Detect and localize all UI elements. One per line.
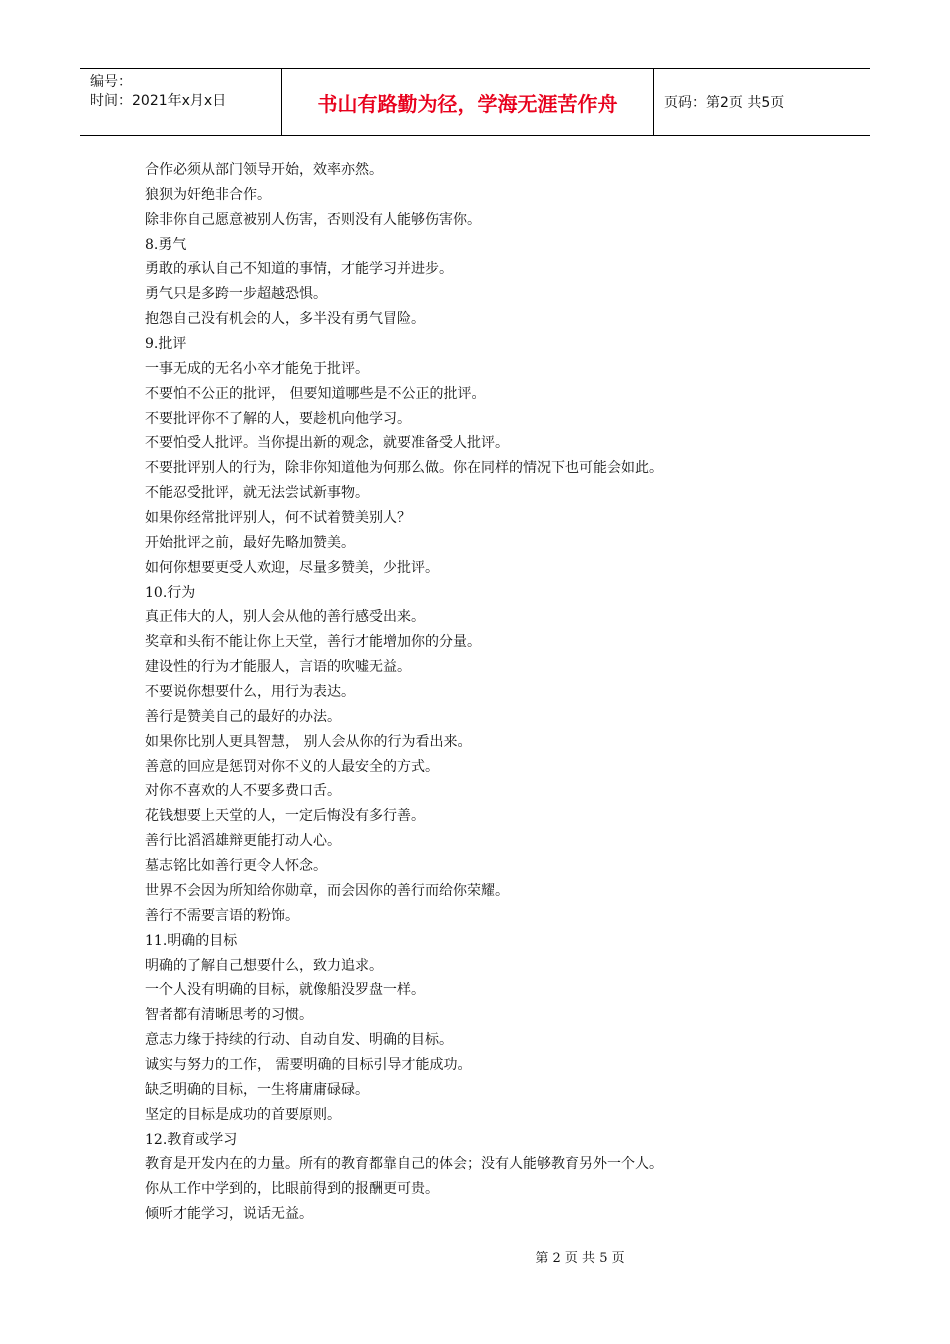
document-body [145, 158, 825, 1227]
text-line: 善行比滔滔雄辩更能打动人心。 [145, 833, 341, 850]
text-line: 除非你自己愿意被别人伤害，否则没有人能够伤害你。 [145, 211, 481, 228]
text-line: 不能忍受批评，就无法尝试新事物。 [145, 485, 369, 502]
header-page-info: 页码：第2页 共5页 [664, 95, 785, 111]
document-number-label: 编号： [90, 74, 132, 90]
text-line: 世界不会因为所知给你勋章，而会因你的善行而给你荣耀。 [145, 882, 509, 899]
text-line: 开始批评之前，最好先略加赞美。 [145, 534, 355, 551]
text-line: 诚实与努力的工作， 需要明确的目标引导才能成功。 [145, 1056, 472, 1073]
text-line: 教育是开发内在的力量。所有的教育都靠自己的体会；没有人能够教育另外一个人。 [145, 1156, 663, 1173]
text-line: 10.行为 [145, 584, 196, 601]
text-line: 不要批评你不了解的人，要趁机向他学习。 [145, 410, 411, 427]
text-line: 坚定的目标是成功的首要原则。 [145, 1106, 341, 1123]
text-line: 不要怕不公正的批评， 但要知道哪些是不公正的批评。 [145, 385, 486, 402]
text-line: 狼狈为奸绝非合作。 [145, 186, 271, 203]
text-line: 善行不需要言语的粉饰。 [145, 907, 299, 924]
text-line: 合作必须从部门领导开始，效率亦然。 [145, 162, 383, 178]
text-line: 真正伟大的人，别人会从他的善行感受出来。 [145, 609, 425, 626]
text-line: 不要批评别人的行为，除非你知道他为何那么做。你在同样的情况下也可能会如此。 [145, 460, 663, 477]
header-meta [80, 69, 282, 135]
text-line: 如果你经常批评别人，何不试着赞美别人？ [145, 510, 411, 527]
page-header [80, 68, 870, 136]
text-line: 8.勇气 [145, 236, 187, 253]
text-line: 善意的回应是惩罚对你不义的人最安全的方式。 [145, 758, 439, 775]
text-line: 11.明确的目标 [145, 932, 238, 949]
text-line: 缺乏明确的目标，一生将庸庸碌碌。 [145, 1081, 369, 1098]
text-line: 墓志铭比如善行更令人怀念。 [145, 858, 327, 875]
text-line: 一事无成的无名小卒才能免于批评。 [145, 360, 369, 377]
page-footer: 第 2 页 共 5 页 [535, 1251, 625, 1266]
text-line: 一个人没有明确的目标，就像船没罗盘一样。 [145, 982, 425, 999]
text-line: 12.教育或学习 [145, 1131, 238, 1148]
text-line: 意志力缘于持续的行动、自动自发、明确的目标。 [145, 1032, 453, 1049]
text-line: 花钱想要上天堂的人，一定后悔没有多行善。 [145, 808, 425, 825]
text-line: 不要怕受人批评。当你提出新的观念，就要准备受人批评。 [145, 435, 509, 452]
text-line: 如何你想要更受人欢迎，尽量多赞美，少批评。 [145, 559, 439, 576]
text-line: 对你不喜欢的人不要多费口舌。 [145, 783, 341, 800]
document-time-label: 时间：2021年x月x日 [90, 93, 227, 109]
text-line: 奖章和头衔不能让你上天堂，善行才能增加你的分量。 [145, 634, 481, 651]
text-line: 倾听才能学习，说话无益。 [145, 1206, 313, 1223]
text-line: 善行是赞美自己的最好的办法。 [145, 708, 341, 725]
text-line: 不要说你想要什么，用行为表达。 [145, 684, 355, 701]
text-line: 勇气只是多跨一步超越恐惧。 [145, 286, 327, 303]
text-line: 9.批评 [145, 336, 187, 353]
text-line: 智者都有清晰思考的习惯。 [145, 1007, 313, 1024]
text-line: 明确的了解自己想要什么，致力追求。 [145, 957, 383, 974]
header-motto: 书山有路勤为径，学海无涯苦作舟 [282, 69, 654, 135]
text-line: 抱怨自己没有机会的人，多半没有勇气冒险。 [145, 311, 425, 328]
text-line: 如果你比别人更具智慧， 别人会从你的行为看出来。 [145, 733, 472, 750]
text-line: 你从工作中学到的，比眼前得到的报酬更可贵。 [145, 1181, 439, 1198]
text-line: 建设性的行为才能服人，言语的吹嘘无益。 [145, 659, 411, 676]
text-line: 勇敢的承认自己不知道的事情，才能学习并进步。 [145, 261, 453, 278]
